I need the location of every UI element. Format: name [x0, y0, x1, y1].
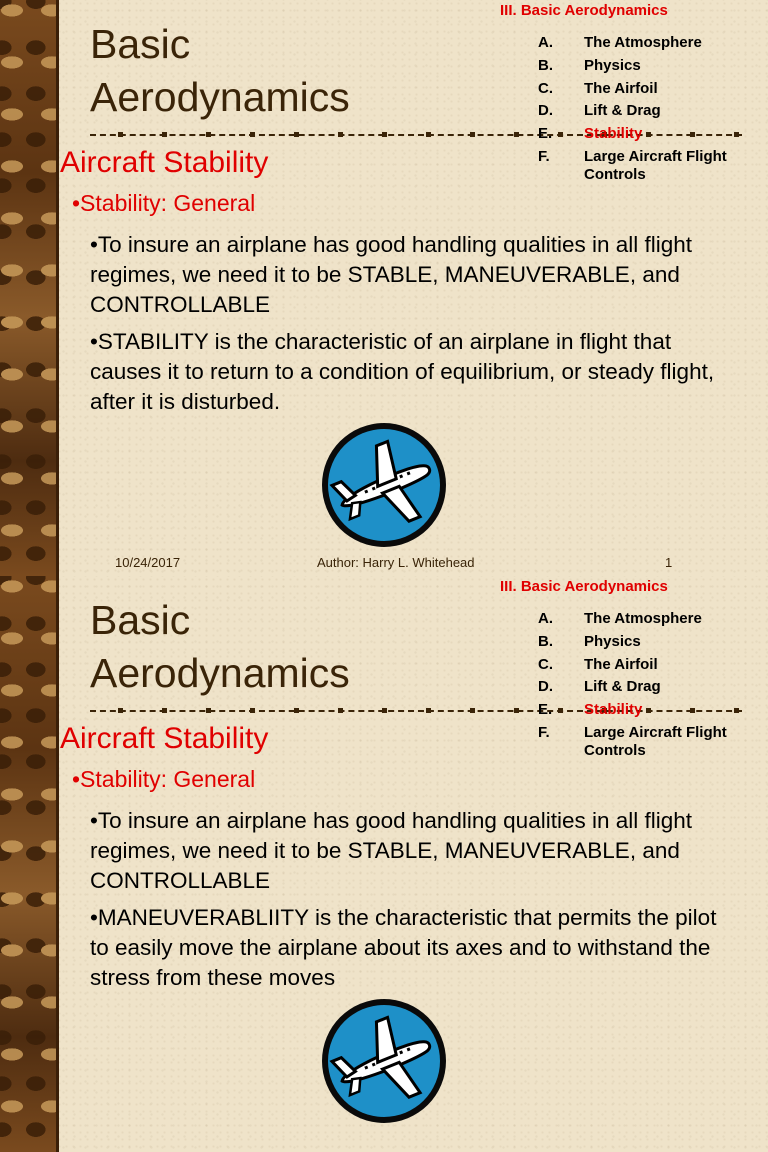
- outline-title: III. Basic Aerodynamics: [500, 578, 668, 595]
- outline-letter: D.: [538, 678, 553, 695]
- slide-title: [90, 18, 350, 124]
- rule-dot: [118, 132, 123, 137]
- footer-page-number: 1: [665, 555, 673, 570]
- slide-title: [90, 594, 350, 700]
- rule-dot: [294, 708, 299, 713]
- outline-letter: B.: [538, 57, 553, 74]
- footer-date: 10/24/2017: [115, 555, 181, 570]
- outline-label: Large Aircraft Flight Controls: [584, 148, 727, 183]
- rule-dot: [162, 132, 167, 137]
- footer-author: Author: Harry L. Whitehead: [317, 555, 475, 570]
- outline-letter: C.: [538, 80, 553, 97]
- outline-letter: E.: [538, 701, 553, 718]
- rule-dot: [162, 708, 167, 713]
- rule-dot: [294, 132, 299, 137]
- rule-dot: [426, 132, 431, 137]
- outline-label: Stability: [584, 701, 643, 718]
- rule-dot: [382, 132, 387, 137]
- outline-title: III. Basic Aerodynamics: [500, 2, 668, 19]
- outline-letter: D.: [538, 102, 553, 119]
- outline-label: The Atmosphere: [584, 34, 702, 51]
- outline-label: Stability: [584, 125, 643, 142]
- rule-dot: [514, 708, 519, 713]
- rule-dot: [206, 132, 211, 137]
- title-line-2: Aerodynamics: [90, 650, 350, 696]
- outline-label: Large Aircraft Flight Controls: [584, 724, 727, 759]
- rule-dot: [118, 708, 123, 713]
- title-line-2: Aerodynamics: [90, 74, 350, 120]
- rule-dot: [338, 708, 343, 713]
- subheading: •Stability: General: [72, 766, 256, 792]
- rule-dot: [470, 132, 475, 137]
- rule-dot: [382, 708, 387, 713]
- border-edge: [56, 576, 59, 1152]
- outline-letter: F.: [538, 724, 550, 741]
- rule-dot: [250, 708, 255, 713]
- outline-label: Physics: [584, 633, 641, 650]
- outline-label: Lift & Drag: [584, 678, 661, 695]
- outline-label: Physics: [584, 57, 641, 74]
- rule-dot: [250, 132, 255, 137]
- airplane-icon: [319, 996, 449, 1126]
- outline-letter: F.: [538, 148, 550, 165]
- slide: [0, 576, 768, 1152]
- rule-dot: [338, 132, 343, 137]
- section-heading: Aircraft Stability: [60, 722, 269, 755]
- outline-letter: C.: [538, 656, 553, 673]
- bullet-paragraph-2: •MANEUVERABLIITY is the characteristic that permits the pilot to easily move the airplane about its axes and to withstand the stress from these moves: [90, 905, 717, 990]
- bullet-paragraph-1: •To insure an airplane has good handling qualities in all flight regimes, we need it to be STABLE, MANEUVERABLE, and CONTROLLABLE: [90, 232, 693, 317]
- rule-dot: [470, 708, 475, 713]
- rule-dot: [206, 708, 211, 713]
- outline-label: The Airfoil: [584, 80, 658, 97]
- bullet-paragraph-1: •To insure an airplane has good handling qualities in all flight regimes, we need it to be STABLE, MANEUVERABLE, and CONTROLLABLE: [90, 808, 693, 893]
- subheading: •Stability: General: [72, 190, 256, 216]
- decorative-border: [0, 0, 58, 576]
- airplane-icon: [319, 420, 449, 550]
- rule-dot: [426, 708, 431, 713]
- outline-label: Lift & Drag: [584, 102, 661, 119]
- outline-letter: A.: [538, 34, 553, 51]
- section-heading: Aircraft Stability: [60, 146, 269, 179]
- outline-label: The Airfoil: [584, 656, 658, 673]
- outline-label: The Atmosphere: [584, 610, 702, 627]
- decorative-border: [0, 576, 58, 1152]
- bullet-paragraph-2: •STABILITY is the characteristic of an airplane in flight that causes it to return to a condition of equilibrium, or steady flight, after it is disturbed.: [90, 329, 715, 414]
- outline-letter: B.: [538, 633, 553, 650]
- border-edge: [56, 0, 59, 576]
- outline-letter: A.: [538, 610, 553, 627]
- title-line-1: Basic: [90, 597, 191, 643]
- rule-dot: [514, 132, 519, 137]
- title-line-1: Basic: [90, 21, 191, 67]
- outline-letter: E.: [538, 125, 553, 142]
